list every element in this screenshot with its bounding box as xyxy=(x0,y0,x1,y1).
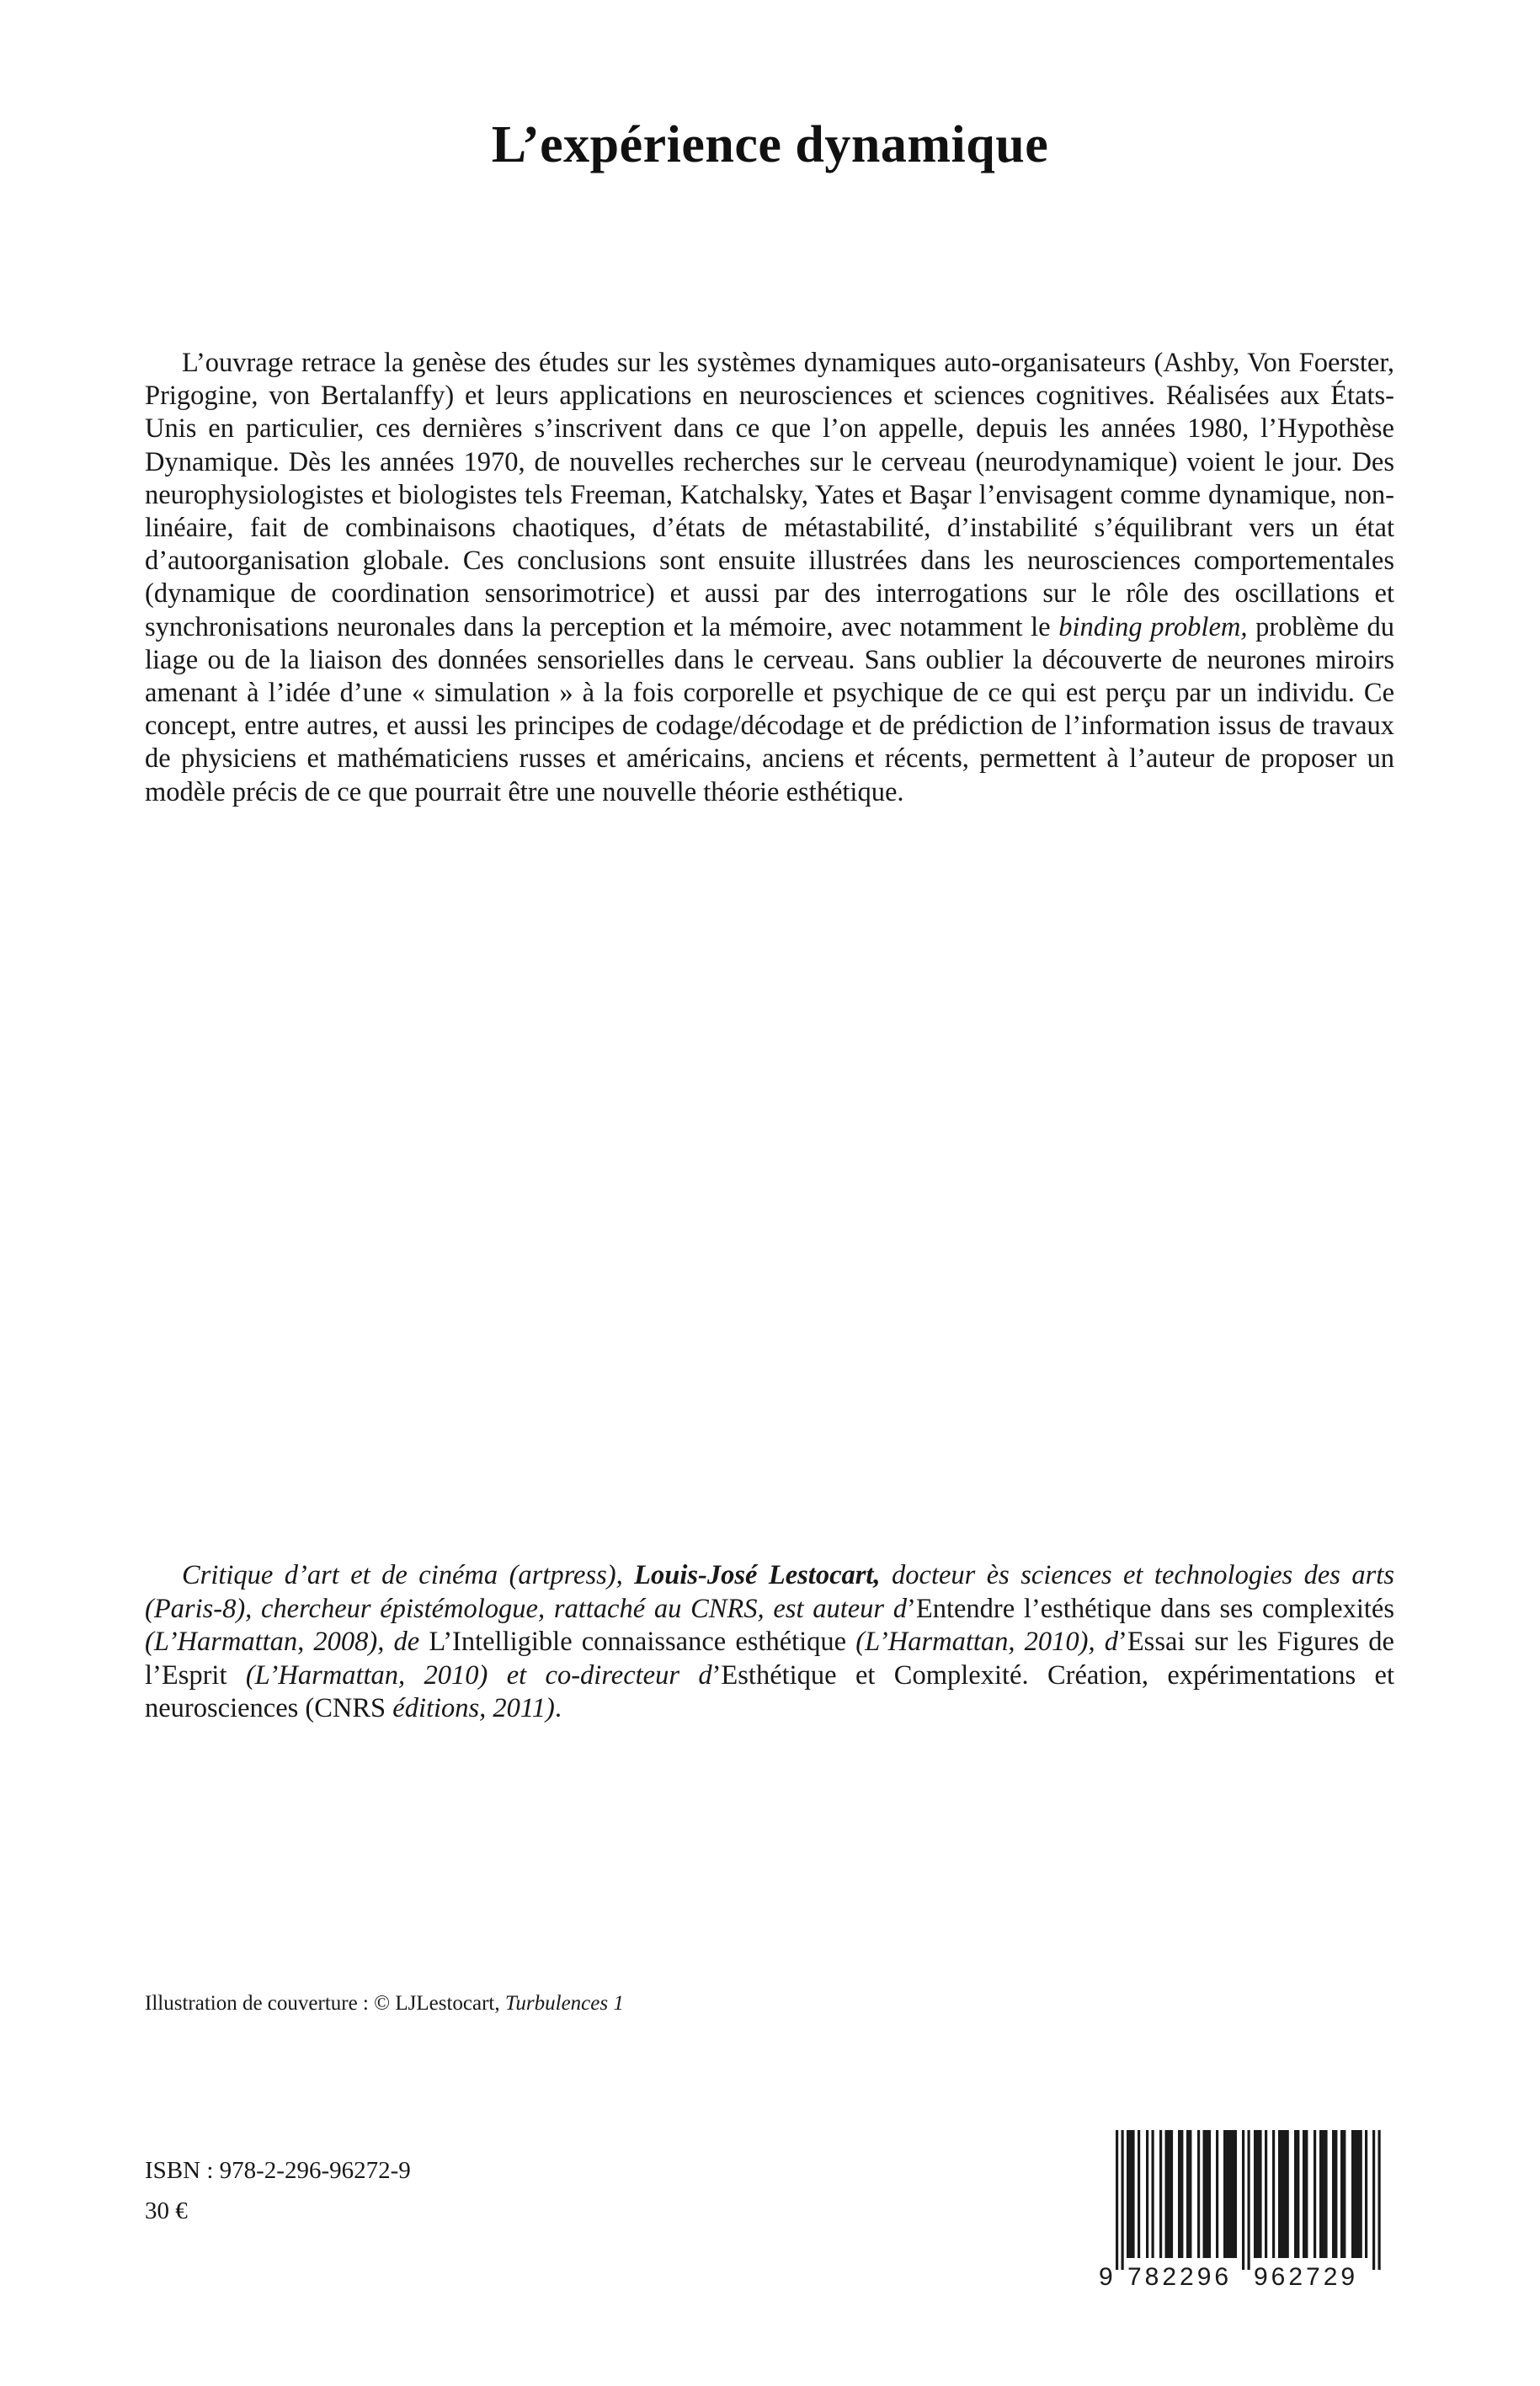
author-bio-paragraph xyxy=(145,1559,1394,1726)
work-publisher-1: (L’Harmattan, 2008), xyxy=(145,1627,394,1657)
page-title: L’expérience dynamique xyxy=(491,115,1049,173)
work-publisher-4-italic: éditions, 2011) xyxy=(392,1693,555,1723)
bio-segment-d2: d xyxy=(698,1659,712,1691)
barcode-graphic xyxy=(1097,2125,1400,2289)
work-title-esthetique-complexite: ’Esthétique et Complexité. Création, expérimentations et neurosciences xyxy=(145,1659,1394,1723)
blurb-tail-text: problème du liage ou de la liaison des données sensorielles dans le cerveau. Sans oublier la découverte de neurones miroirs amenant à l’idée d’une « simulation » à la fois corporelle et psychique de ce qui est perçu par un individu. Ce concept, entre autres, et aussi les principes de codage/décodage et de prédiction de l’information issus de travaux de physiciens et mathématiciens russes et américains, anciens et récents, permettent à l’auteur de proposer un modèle précis de ce que pourrait être une nouvelle théorie esthétique. xyxy=(145,611,1394,807)
work-publisher-3: (L’Harmattan, 2010) xyxy=(226,1659,507,1691)
binding-problem-term: binding problem, xyxy=(1058,611,1248,642)
price-value: 30 € xyxy=(145,2197,188,2224)
bio-segment-intro: Critique d’art et de cinéma (artpress), xyxy=(182,1560,635,1590)
bio-segment-de: de xyxy=(393,1627,429,1657)
cover-illustration-credit xyxy=(145,1990,1394,2017)
isbn-price-block xyxy=(145,2150,411,2231)
work-title-intelligible: L’Intelligible connaissance esthétique xyxy=(429,1627,847,1657)
barcode-digit-group-1: 9 xyxy=(1099,2263,1113,2289)
work-publisher-4-open: (CNRS xyxy=(298,1693,393,1723)
author-bio-block xyxy=(145,1559,1394,1726)
blurb-paragraph xyxy=(145,347,1394,809)
blurb-block xyxy=(145,347,1394,809)
work-title-essai-figures: ’Essai sur les Figures de l’Esprit xyxy=(145,1627,1394,1691)
work-publisher-4-end: . xyxy=(554,1693,562,1723)
work-publisher-2: (L’Harmattan, 2010), xyxy=(846,1627,1105,1657)
blurb-lead-text: L’ouvrage retrace la genèse des études sur les systèmes dynamiques auto-organisateurs (Ashby, Von Foerster, Prigogine, von Bertalanffy) et leurs applications en neurosciences et sciences cognitives. Réalisées aux États-Unis en particulier, ces dernières s’inscrivent dans ce que l’on appelle, depuis les années 1980, l’Hypothèse Dynamique. Dès les années 1970, de nouvelles recherches sur le cerveau (neurodynamique) voient le jour. Des neurophysiologistes et biologistes tels Freeman, Katchalsky, Yates et Başar l’envisagent comme dynamique, non-linéaire, fait de combinaisons chaotiques, d’états de métastabilité, d’instabilité s’équilibrant vers un état d’autoorganisation globale. Ces conclusions sont ensuite illustrées dans les neurosciences comportementales (dynamique de coordination sensorimotrice) et aussi par des interrogations sur le rôle des oscillations et synchronisations neuronales dans la perception et la mémoire, avec notamment le xyxy=(145,348,1394,642)
bio-segment-d: d xyxy=(1104,1627,1118,1657)
credit-artwork-title: Turbulences 1 xyxy=(504,1992,624,2015)
author-name: Louis-José Lestocart, xyxy=(634,1560,881,1590)
credit-prefix: Illustration de couverture : © LJLestocart, xyxy=(145,1992,505,2015)
bio-segment-credentials: docteur ès sciences et technologies des arts (Paris-8), chercheur épistémologue, rattaché au CNRS, est auteur d xyxy=(145,1560,1394,1624)
barcode-digit-group-2: 782296 xyxy=(1127,2263,1233,2289)
isbn-value: ISBN : 978-2-296-96272-9 xyxy=(145,2157,411,2184)
ean13-barcode xyxy=(1097,2125,1400,2289)
work-title-entendre: ’Entendre l’esthétique dans ses complexités xyxy=(907,1593,1394,1624)
barcode-digit-group-3: 962729 xyxy=(1254,2263,1359,2289)
bio-segment-codirecteur: et co-directeur xyxy=(506,1659,699,1691)
